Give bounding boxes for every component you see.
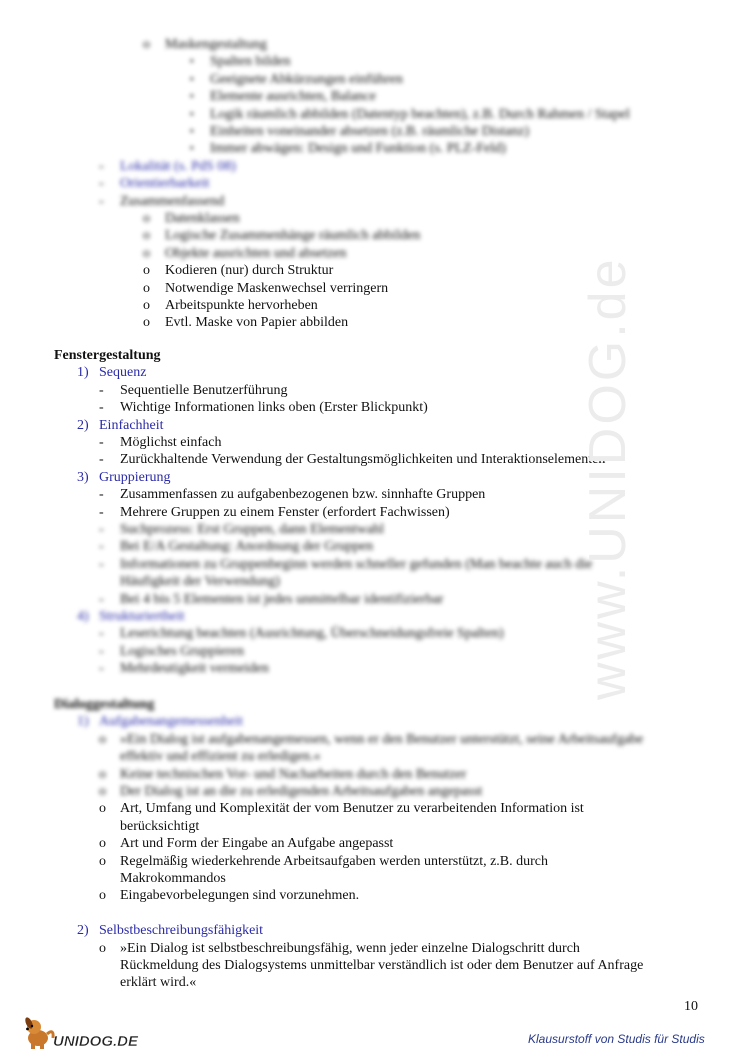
list-item-text: Logisches Gruppieren [120,643,245,659]
list-item-text: Möglichst einfach [120,435,222,450]
list-marker: o [143,211,150,226]
list-item-text: »Ein Dialog ist selbstbeschreibungsfähig, wenn jeder einzelne Dialogschritt durch [120,940,580,956]
list-marker: o [99,836,106,852]
list-marker: - [99,539,104,555]
list-marker: - [99,435,104,450]
list-marker: o [143,298,150,313]
list-item-text: Objekte ausrichten und absetzen [165,245,347,261]
list-item-text: Orientierbarkeit [120,176,210,192]
list-item-text: Bei 4 bis 5 Elementen ist jedes unmittelbar identifizierbar [120,591,444,607]
list-item-text: Sequenz [99,365,147,381]
list-item-text: Wichtige Informationen links oben (Erster Blickpunkt) [120,400,428,416]
list-marker: 2) [77,417,89,433]
list-marker: 1) [77,365,89,381]
list-marker: ▪ [190,91,194,103]
list-marker: - [99,556,104,572]
list-marker: - [99,504,104,520]
list-item-text: Lokalität (s. PdS 08) [120,158,236,174]
list-item-text: Makrokommandos [120,871,226,886]
list-item-text: Art, Umfang und Komplexität der vom Benutzer zu verarbeitenden Information ist [120,801,584,817]
list-item-text: Zusammenfassend [120,193,225,209]
list-marker: o [99,853,106,869]
list-marker: - [99,382,104,398]
list-item-text: Eingabevorbelegungen sind vorzunehmen. [120,888,360,904]
list-item-text: Einfachheit [99,417,164,433]
list-item-text: effektiv und effizient zu erledigen.« [120,749,321,765]
dog-logo-icon [22,1014,152,1054]
footer-tagline: Klausurstoff von Studis für Studis [528,1032,705,1046]
list-marker: - [99,626,104,642]
list-item-text: Notwendige Maskenwechsel verringern [165,280,389,296]
list-item-text: Selbstbeschreibungsfähigkeit [99,923,264,939]
list-item-text: Arbeitspunkte hervorheben [165,298,318,313]
list-item-text: berücksichtigt [120,818,200,834]
list-marker: o [143,315,150,331]
svg-text:UNIDOG.DE: UNIDOG.DE [53,1033,139,1050]
list-item-text: Maskengestaltung [165,37,267,52]
list-marker: - [99,193,104,209]
list-item-text: »Ein Dialog ist aufgabenangemessen, wenn er den Benutzer unterstützt, seine Arbeitsaufgabe [120,731,644,747]
list-marker: - [99,487,104,503]
list-item-text: Kodieren (nur) durch Struktur [165,263,334,279]
list-marker: o [99,940,106,956]
list-marker: - [99,591,104,607]
list-item-text: Immer abwägen: Design und Funktion (s. PLZ-Feld) [210,141,506,157]
list-marker: 4) [77,609,89,624]
list-marker: - [99,661,104,677]
list-marker: - [99,643,104,659]
list-item-text: Einheiten voneinander absetzen (z.B. räumliche Distanz) [210,124,530,139]
list-item-text: Keine technischen Vor- und Nacharbeiten durch den Benutzer [120,766,467,782]
page-number: 10 [684,999,698,1014]
list-item-text: Häufigkeit der Verwendung) [120,574,280,590]
list-item-text: Bei E/A Gestaltung: Anordnung der Gruppen [120,539,374,555]
list-item-text: Datenklassen [165,211,240,226]
section-heading: Fenstergestaltung [54,348,161,363]
list-item-text: Geeignete Abkürzungen einführen [210,71,403,87]
list-item-text: Logik räumlich abbilden (Datentyp beachten), z.B. Durch Rahmen / Stapel [210,106,630,122]
list-marker: o [99,784,106,799]
list-marker: ▪ [190,56,194,68]
list-item-text: Leserichtung beachten (Ausrichtung, Überschneidungsfreie Spalten) [120,626,504,642]
list-item-text: Aufgabenangemessenheit [99,714,243,730]
list-item-text: Mehrere Gruppen zu einem Fenster (erfordert Fachwissen) [120,504,450,520]
list-item-text: Regelmäßig wiederkehrende Arbeitsaufgaben werden unterstützt, z.B. durch [120,853,549,869]
list-marker: o [143,280,150,296]
list-item-text: Mehrdeutigkeit vermeiden [120,661,269,677]
list-marker: o [143,37,150,52]
list-item-text: Suchprozess: Erst Gruppen, dann Elementwahl [120,522,384,537]
list-marker: - [99,522,104,537]
list-item-text: Der Dialog ist an die zu erledigenden Arbeitsaufgaben angepasst [120,784,483,799]
watermark: www.UNIDOG.de [579,256,637,700]
list-marker: o [99,888,106,904]
list-marker: - [99,400,104,416]
list-marker: 2) [77,923,89,939]
list-marker: 1) [77,714,89,730]
list-marker: o [143,245,150,261]
list-marker: - [99,452,104,468]
list-marker: ▪ [190,143,194,155]
list-marker: ▪ [190,73,194,85]
list-marker: o [99,731,106,747]
list-item-text: Rückmeldung des Dialogsystems unmittelbar verständlich ist oder dem Benutzer auf Anfrage [120,958,644,973]
list-marker: o [143,263,150,279]
list-marker: o [99,766,106,782]
list-item-text: Logische Zusammenhänge räumlich abbilden [165,228,421,244]
list-item-text: Evtl. Maske von Papier abbilden [165,315,349,331]
list-item-text: Zusammenfassen zu aufgabenbezogenen bzw. sinnhafte Gruppen [120,487,486,503]
list-item-text: Spalten bilden [210,54,291,70]
list-marker: - [99,176,104,192]
list-item-text: Strukturiertheit [99,609,185,624]
unidog-logo [22,1014,152,1059]
list-marker: ▪ [190,108,194,120]
list-marker: o [143,228,150,244]
list-marker: o [99,801,106,817]
section-heading: Dialoggestaltung [54,697,155,712]
list-item-text: Art und Form der Eingabe an Aufgabe angepasst [120,836,394,852]
list-marker: 3) [77,469,89,485]
list-item-text: Informationen zu Gruppenbeginn werden schneller gefunden (Man beachte auch die [120,556,593,572]
list-item-text: Gruppierung [99,469,171,485]
list-marker: - [99,158,104,174]
list-item-text: Elemente ausrichten, Balance [210,89,376,105]
list-item-text: erklärt wird.« [120,975,197,991]
list-item-text: Zurückhaltende Verwendung der Gestaltungsmöglichkeiten und Interaktionselementen [120,452,606,468]
list-marker: ▪ [190,126,194,137]
list-item-text: Sequentielle Benutzerführung [120,382,288,398]
